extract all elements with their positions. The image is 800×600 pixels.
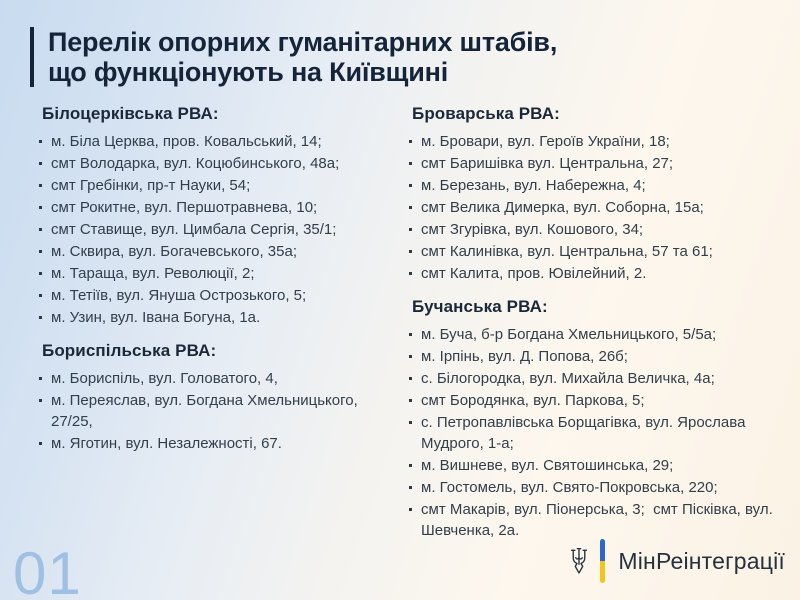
address-item: с. Петропавлівська Борщагівка, вул. Ярослава Мудрого, 1-а; <box>408 412 793 454</box>
address-item: смт Ставище, вул. Цимбала Сергія, 35/1; <box>38 219 390 240</box>
ukraine-trident-icon <box>568 547 590 575</box>
page-title-line1: Перелік опорних гуманітарних штабів, <box>48 27 558 57</box>
address-item: м. Бориспіль, вул. Головатого, 4, <box>38 368 390 389</box>
address-item: м. Тетіїв, вул. Януша Острозького, 5; <box>38 285 390 306</box>
column-right <box>408 104 793 554</box>
address-item: смт Велика Димерка, вул. Соборна, 15а; <box>408 197 793 218</box>
address-item: м. Березань, вул. Набережна, 4; <box>408 175 793 196</box>
address-item: м. Сквира, вул. Богачевського, 35а; <box>38 241 390 262</box>
address-item: м. Узин, вул. Івана Богуна, 1а. <box>38 307 390 328</box>
logo-text: МінРеінтеграції <box>618 547 785 574</box>
address-item: м. Біла Церква, пров. Ковальський, 14; <box>38 131 390 152</box>
section-buchanska <box>408 297 793 541</box>
address-item: смт Калинівка, вул. Центральна, 57 та 61; <box>408 241 793 262</box>
address-item: м. Яготин, вул. Незалежності, 67. <box>38 433 390 454</box>
address-item: м. Вишневе, вул. Святошинська, 29; <box>408 455 793 476</box>
address-item: смт Макарів, вул. Піонерська, 3; смт Пісківка, вул. Шевченка, 2а. <box>408 499 793 541</box>
address-list <box>38 131 390 328</box>
flag-bar-icon <box>600 539 605 583</box>
section-brovarska <box>408 104 793 284</box>
address-item: м. Буча, б-р Богдана Хмельницького, 5/5а; <box>408 324 793 345</box>
section-bilotserkivska <box>38 104 390 328</box>
address-item: м. Переяслав, вул. Богдана Хмельницького, 27/25, <box>38 390 390 432</box>
address-item: с. Білогородка, вул. Михайла Величка, 4а; <box>408 368 793 389</box>
minreintegration-logo <box>568 539 785 583</box>
section-header: Бориспільська РВА: <box>42 341 217 360</box>
section-header: Броварська РВА: <box>412 104 560 123</box>
address-list <box>408 131 793 284</box>
section-header: Бучанська РВА: <box>412 297 548 316</box>
hub-columns <box>38 104 800 554</box>
address-item: смт Бородянка, вул. Паркова, 5; <box>408 390 793 411</box>
address-item: смт Гребінки, пр-т Науки, 54; <box>38 175 390 196</box>
title-accent-bar <box>30 27 34 87</box>
column-left <box>38 104 390 554</box>
title-block <box>30 27 780 87</box>
page-title <box>48 27 557 87</box>
address-item: м. Гостомель, вул. Свято-Покровська, 220; <box>408 477 793 498</box>
page-number: 01 <box>13 540 82 600</box>
address-item: смт Калита, пров. Ювілейний, 2. <box>408 263 793 284</box>
address-item: м. Бровари, вул. Героїв України, 18; <box>408 131 793 152</box>
section-header: Білоцерківська РВА: <box>42 104 219 123</box>
address-item: смт Згурівка, вул. Кошового, 34; <box>408 219 793 240</box>
address-list <box>38 368 390 454</box>
address-item: м. Ірпінь, вул. Д. Попова, 26б; <box>408 346 793 367</box>
page-title-line2: що функціонують на Київщині <box>48 57 449 87</box>
section-boryspilska <box>38 341 390 454</box>
address-item: смт Володарка, вул. Коцюбинського, 48а; <box>38 153 390 174</box>
address-item: смт Рокитне, вул. Першотравнева, 10; <box>38 197 390 218</box>
address-item: м. Тараща, вул. Революції, 2; <box>38 263 390 284</box>
address-list <box>408 324 793 541</box>
address-item: смт Баришівка вул. Центральна, 27; <box>408 153 793 174</box>
